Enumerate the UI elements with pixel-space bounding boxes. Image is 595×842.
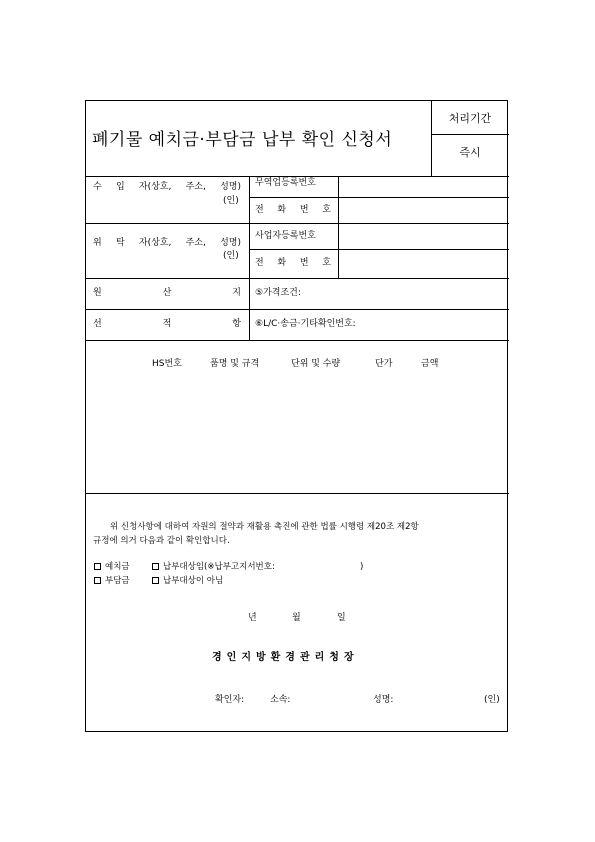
checkbox[interactable]: [94, 563, 101, 570]
checkbox[interactable]: [152, 563, 159, 570]
goods-entry-area[interactable]: [87, 376, 508, 492]
option-deposit[interactable]: 예치금: [94, 563, 130, 572]
statement-line-2: 규정에 의거 다음과 같이 확인합니다.: [93, 536, 230, 546]
origin-label: 원 산 지: [93, 288, 241, 298]
business-registration-field[interactable]: [339, 224, 508, 248]
checkbox[interactable]: [152, 577, 159, 584]
lc-number-label: ⑥L/C·송금·기타확인번호:: [255, 319, 356, 329]
date-day-label: 일: [337, 613, 346, 623]
divider: [86, 493, 509, 494]
statement-line-1: 위 신청사항에 대하여 자원의 절약과 재활용 촉진에 관한 법률 시행령 제20조 제2항: [110, 522, 419, 532]
confirmer-label: 확인자:: [215, 695, 245, 705]
processing-period-label: 처리기간: [448, 112, 492, 125]
price-terms-field[interactable]: [250, 279, 508, 308]
processing-period-value: 즉시: [459, 146, 481, 159]
importer-seal: (인): [223, 196, 239, 206]
goods-header-quantity: 단위 및 수량: [291, 359, 341, 369]
checkbox[interactable]: [94, 577, 101, 584]
authority-name: 경인지방환경관리청장: [212, 652, 359, 663]
date-year-label: 년: [248, 613, 257, 623]
option-charge[interactable]: 부담금: [94, 577, 130, 586]
affiliation-label: 소속:: [270, 695, 291, 705]
consignor-phone-label: 전 화 번 호: [255, 258, 331, 268]
divider: [431, 134, 509, 135]
trade-registration-label: 무역업등록번호: [255, 178, 316, 188]
business-registration-label: 사업자등록번호: [255, 231, 316, 241]
importer-phone-field[interactable]: [339, 198, 508, 222]
importer-phone-label: 전 화 번 호: [255, 205, 331, 215]
date-month-label: 월: [292, 613, 301, 623]
notice-number-close: ): [360, 562, 364, 572]
consignor-phone-field[interactable]: [339, 250, 508, 277]
consignor-seal: (인): [223, 251, 239, 261]
trade-registration-field[interactable]: [339, 177, 508, 197]
goods-header-unit-price: 단가: [375, 359, 393, 369]
form-title: 폐기물 예치금·부담금 납부 확인 신청서: [92, 130, 393, 150]
importer-label: 수 입 자(상호, 주소, 성명): [93, 182, 241, 192]
lc-number-field[interactable]: [250, 310, 508, 339]
loading-port-label: 선 적 항: [93, 319, 241, 329]
option-not-payable[interactable]: 납부대상이 아님: [152, 577, 223, 586]
goods-header-hs-code: HS번호: [152, 359, 182, 369]
divider: [86, 340, 509, 341]
price-terms-label: ⑤가격조건:: [255, 288, 301, 298]
signature-seal: (인): [484, 695, 500, 705]
option-payable[interactable]: 납부대상임(※납부고지서번호:: [152, 563, 275, 572]
consignor-label: 위 탁 자(상호, 주소, 성명): [93, 238, 241, 248]
signer-name-label: 성명:: [373, 695, 394, 705]
goods-header-amount: 금액: [421, 359, 439, 369]
application-form: [85, 100, 508, 732]
goods-header-item: 품명 및 규격: [210, 359, 260, 369]
